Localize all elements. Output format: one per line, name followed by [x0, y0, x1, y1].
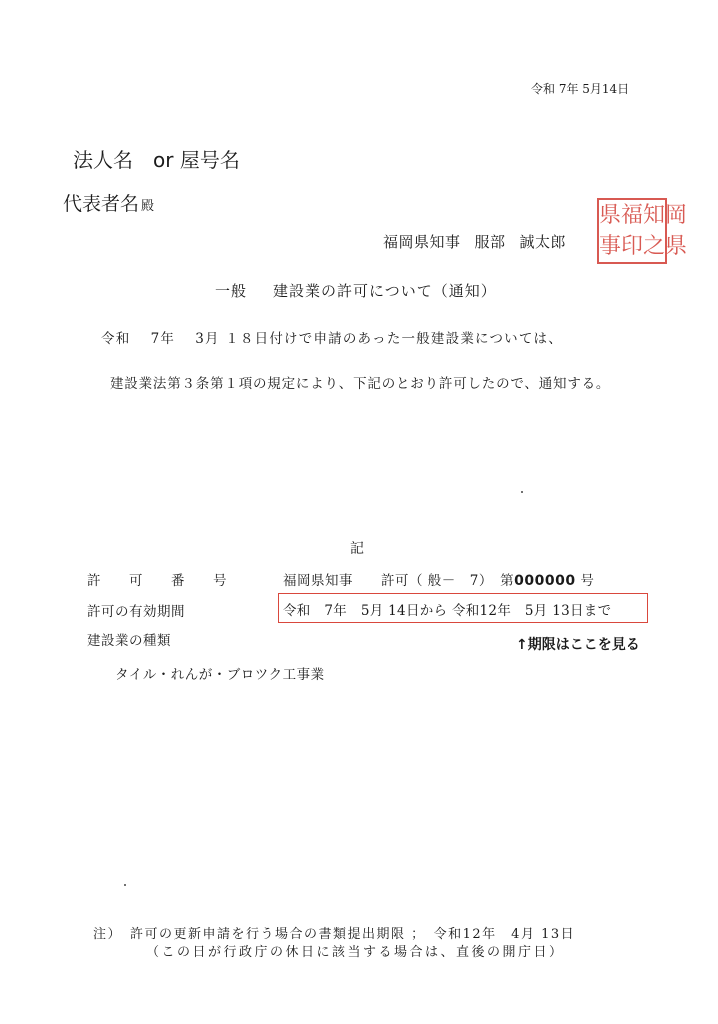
- validity-period-label: 許可の有効期間: [87, 604, 185, 620]
- permit-number-prefix: 福岡県知事 許可（ 般－ 7） 第: [283, 573, 515, 589]
- addressee-company: 法人名 or 屋号名: [73, 148, 240, 172]
- document-date: 令和 7年 5月14日: [531, 82, 630, 96]
- document-subject: [215, 280, 497, 301]
- addressee-representative-line: [63, 189, 154, 216]
- ki-heading: 記: [350, 541, 364, 557]
- issuer-given-name: 誠太郎: [519, 233, 567, 251]
- scan-speck: [124, 884, 126, 886]
- subject-text: 建設業の許可について（通知）: [273, 282, 497, 300]
- permit-number: 000000: [514, 573, 576, 589]
- period-annotation: ↑期限はここを見る: [516, 637, 640, 653]
- honorific: 殿: [141, 199, 155, 214]
- validity-period-value: 令和 7年 5月 14日から 令和12年 5月 13日まで: [283, 603, 612, 619]
- construction-type-label: 建設業の種類: [87, 633, 171, 649]
- construction-type-value: タイル・れんが・ブロツク工事業: [115, 667, 325, 683]
- seal-char: 知岡: [643, 202, 688, 228]
- seal-char: 之県: [643, 233, 688, 259]
- addressee-representative: 代表者名: [63, 193, 140, 215]
- scan-speck: [521, 491, 523, 493]
- footnote-line-2: （この日が行政庁の休日に該当する場合は、直後の開庁日）: [146, 945, 565, 960]
- seal-char: 事印: [599, 233, 644, 259]
- subject-type: 一般: [215, 282, 248, 300]
- issuer-family-name: 服部: [474, 233, 506, 251]
- permit-number-value: [283, 569, 594, 589]
- permit-number-suffix: 号: [580, 573, 595, 589]
- issuer: [383, 231, 566, 252]
- official-seal-stamp: [597, 198, 688, 264]
- seal-char: 県福: [599, 202, 644, 228]
- body-line-2: 建設業法第３条第１項の規定により、下記のとおり許可したので、通知する。: [110, 376, 611, 392]
- body-line-1: 令和 7年 3月 １８日付けで申請のあった一般建設業については、: [101, 331, 563, 347]
- permit-number-label: 許 可 番 号: [87, 573, 227, 589]
- footnote-line-1: 注） 許可の更新申請を行う場合の書類提出期限 ； 令和12年 4月 13日: [93, 927, 576, 942]
- issuer-title: 福岡県知事: [383, 233, 461, 251]
